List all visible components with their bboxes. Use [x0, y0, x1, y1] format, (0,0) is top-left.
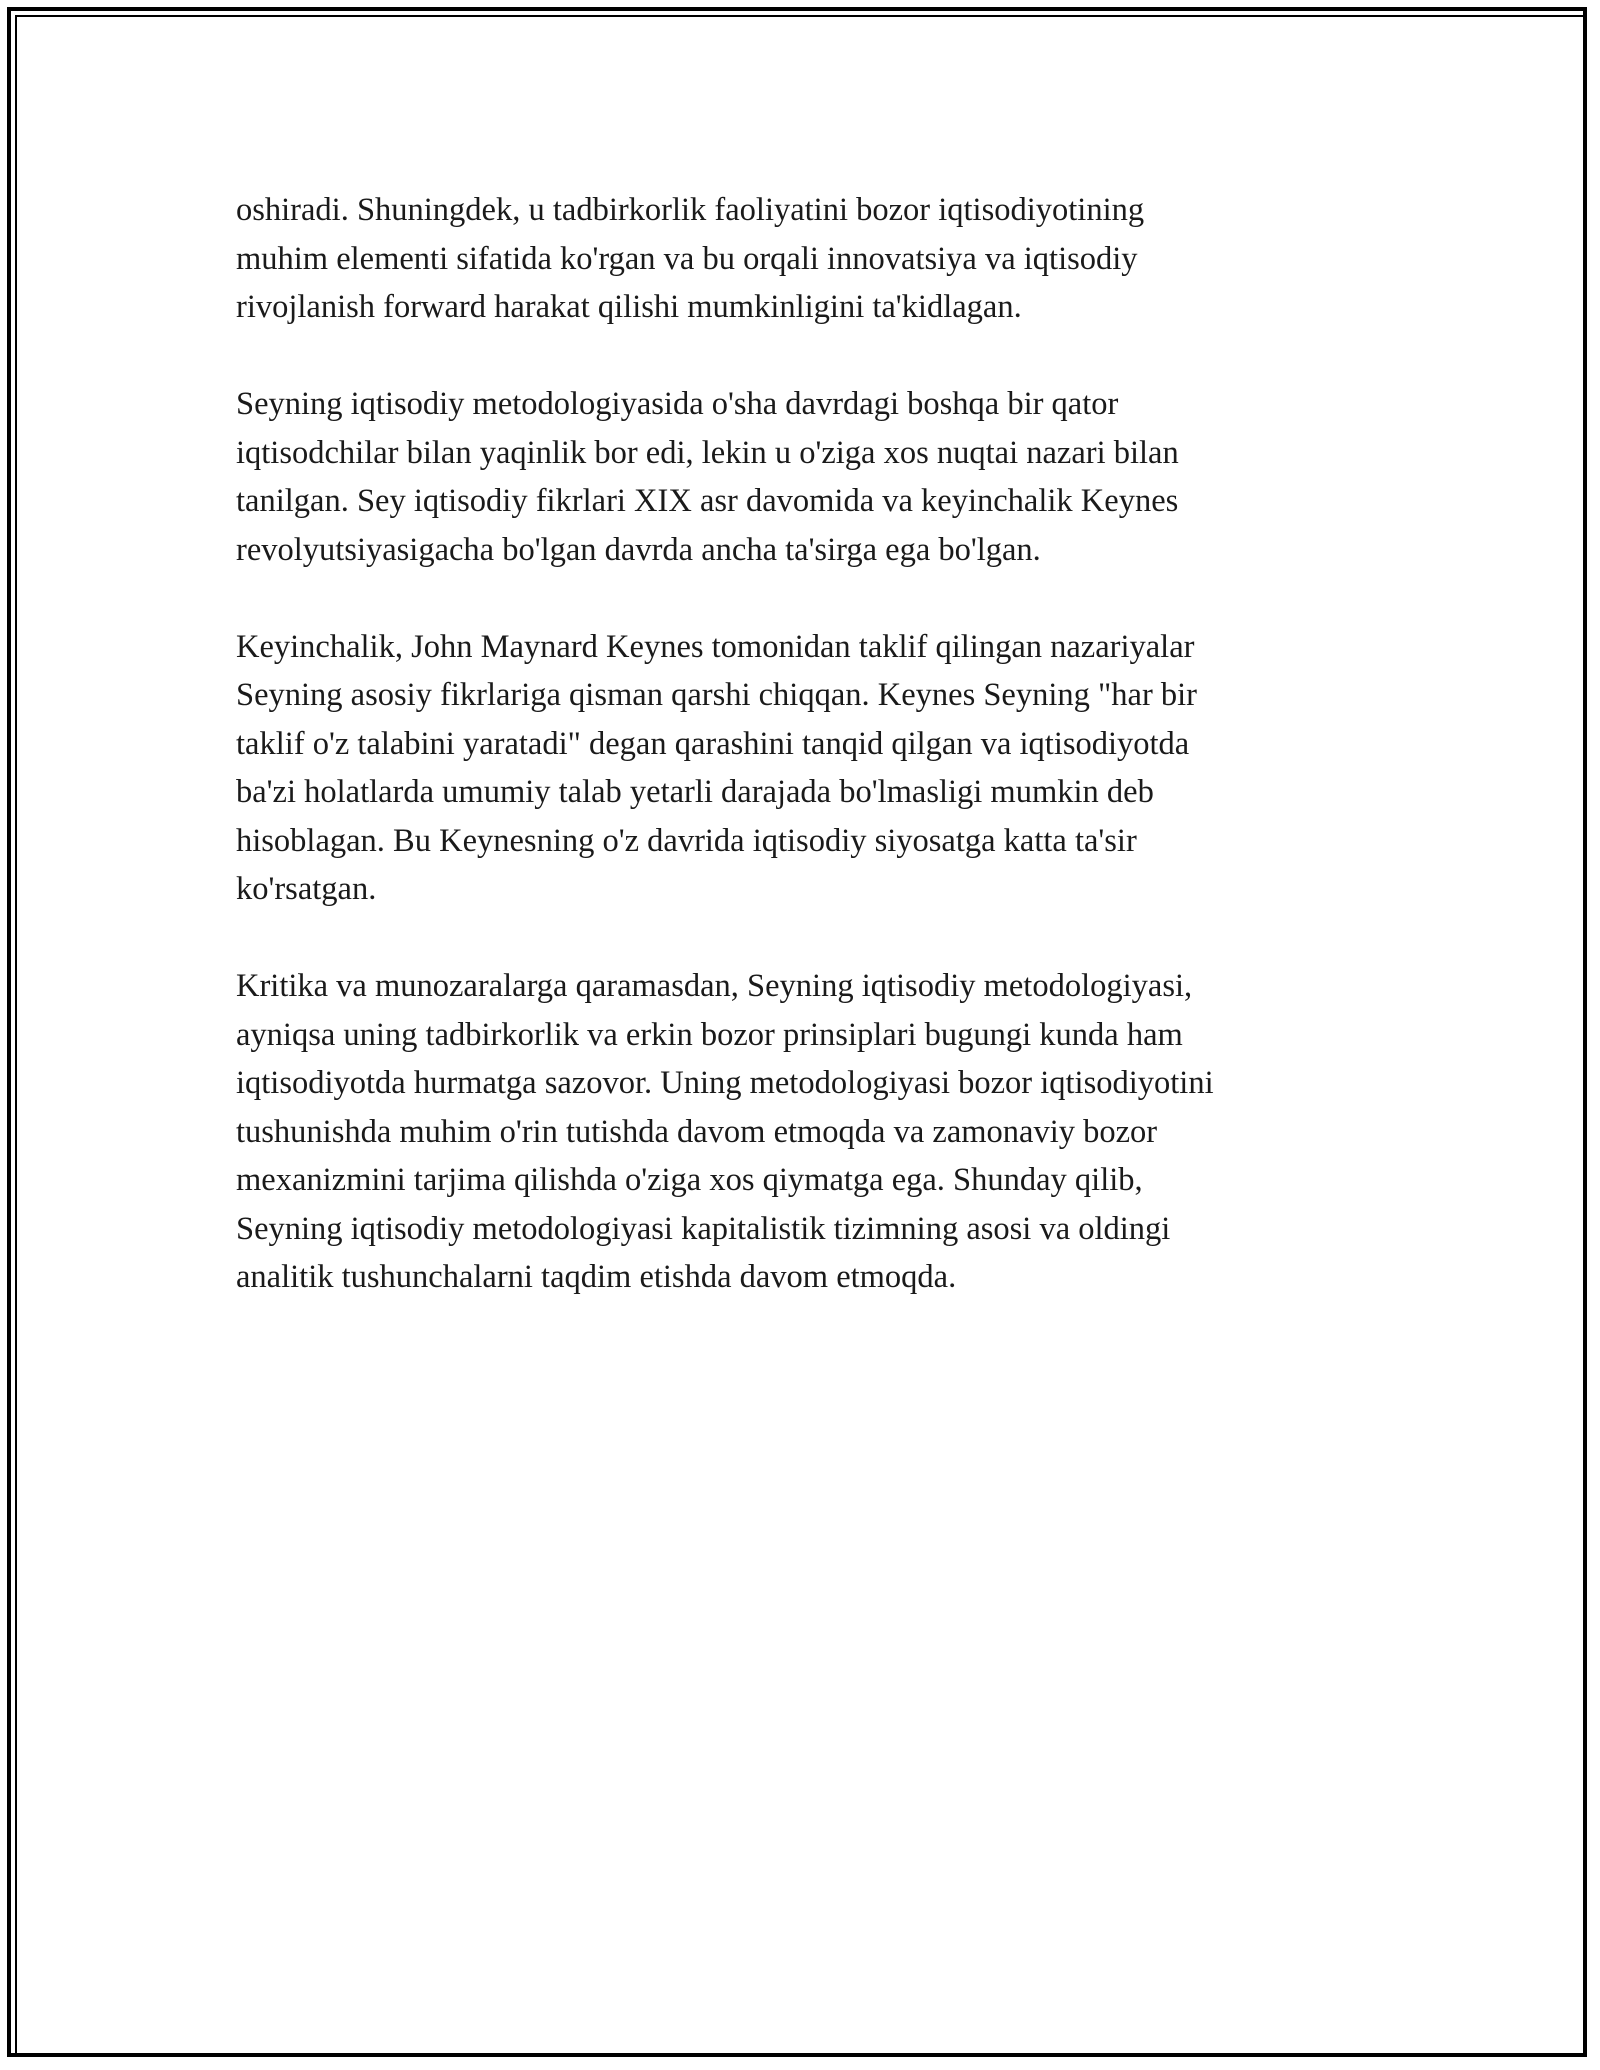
- document-body: [236, 186, 1376, 1350]
- paragraph-1: oshiradi. Shuningdek, u tadbirkorlik faoliyatini bozor iqtisodiyotining muhim elementi sifatida ko'rgan va bu orqali innovatsiya va iqtisodiy rivojlanish forward harakat qilishi mumkinligini ta'kidlagan.: [236, 192, 1145, 325]
- paragraph-2: Seyning iqtisodiy metodologiyasida o'sha davrdagi boshqa bir qator iqtisodchilar bilan yaqinlik bor edi, lekin u o'ziga xos nuqtai nazari bilan tanilgan. Sey iqtisodiy fikrlari XIX asr davomida va keyinchalik Keynes revolyutsiyasigacha bo'lgan davrda ancha ta'sirga ega bo'lgan.: [236, 386, 1179, 568]
- paragraph-3: Keyinchalik, John Maynard Keynes tomonidan taklif qilingan nazariyalar Seyning asosiy fikrlariga qisman qarshi chiqqan. Keynes Seyning "har bir taklif o'z talabini yaratadi" degan qarashini tanqid qilgan va iqtisodiyotda ba'zi holatlarda umumiy talab yetarli darajada bo'lmasligi mumkin deb hisoblagan. Bu Keynesning o'z davrida iqtisodiy siyosatga katta ta'sir ko'rsatgan.: [236, 628, 1197, 907]
- paragraph-4: Kritika va munozaralarga qaramasdan, Seyning iqtisodiy metodologiyasi, ayniqsa uning tadbirkorlik va erkin bozor prinsiplari bugungi kunda ham iqtisodiyotda hurmatga sazovor. Uning metodologiyasi bozor iqtisodiyotini tushunishda muhim o'rin tutishda davom etmoqda va zamonaviy bozor mexanizmini tarjima qilishda o'ziga xos qiymatga ega. Shunday qilib, Seyning iqtisodiy metodologiyasi kapitalistik tizimning asosi va oldingi analitik tushunchalarni taqdim etishda davom etmoqda.: [236, 968, 1214, 1295]
